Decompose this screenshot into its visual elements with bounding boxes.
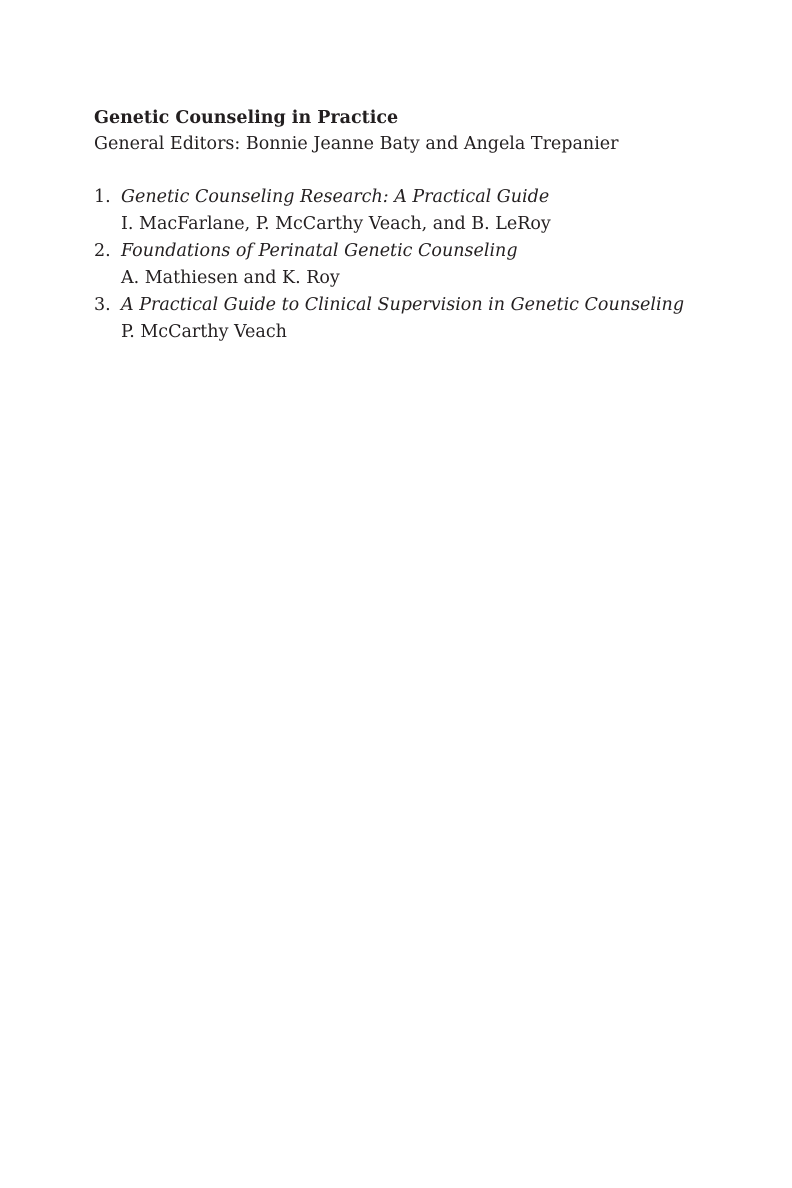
- book-authors: A. Mathiesen and K. Roy: [121, 268, 340, 288]
- book-number: 3.: [94, 295, 111, 315]
- series-title: Genetic Counseling in Practice: [94, 108, 399, 128]
- book-title: A Practical Guide to Clinical Supervision in Genetic Counseling: [121, 295, 685, 315]
- series-editors: General Editors: Bonnie Jeanne Baty and Angela Trepanier: [94, 134, 619, 154]
- book-number: 2.: [94, 241, 111, 261]
- book-authors: P. McCarthy Veach: [121, 322, 287, 342]
- book-authors: I. MacFarlane, P. McCarthy Veach, and B. LeRoy: [121, 214, 551, 234]
- book-item-1: [94, 184, 734, 238]
- series-page-content: [94, 105, 734, 346]
- book-item-2: [94, 238, 734, 292]
- book-title: Foundations of Perinatal Genetic Counseling: [121, 241, 518, 261]
- book-title: Genetic Counseling Research: A Practical Guide: [121, 187, 550, 207]
- book-item-3: [94, 292, 734, 346]
- book-number: 1.: [94, 187, 111, 207]
- book-list: [94, 184, 734, 346]
